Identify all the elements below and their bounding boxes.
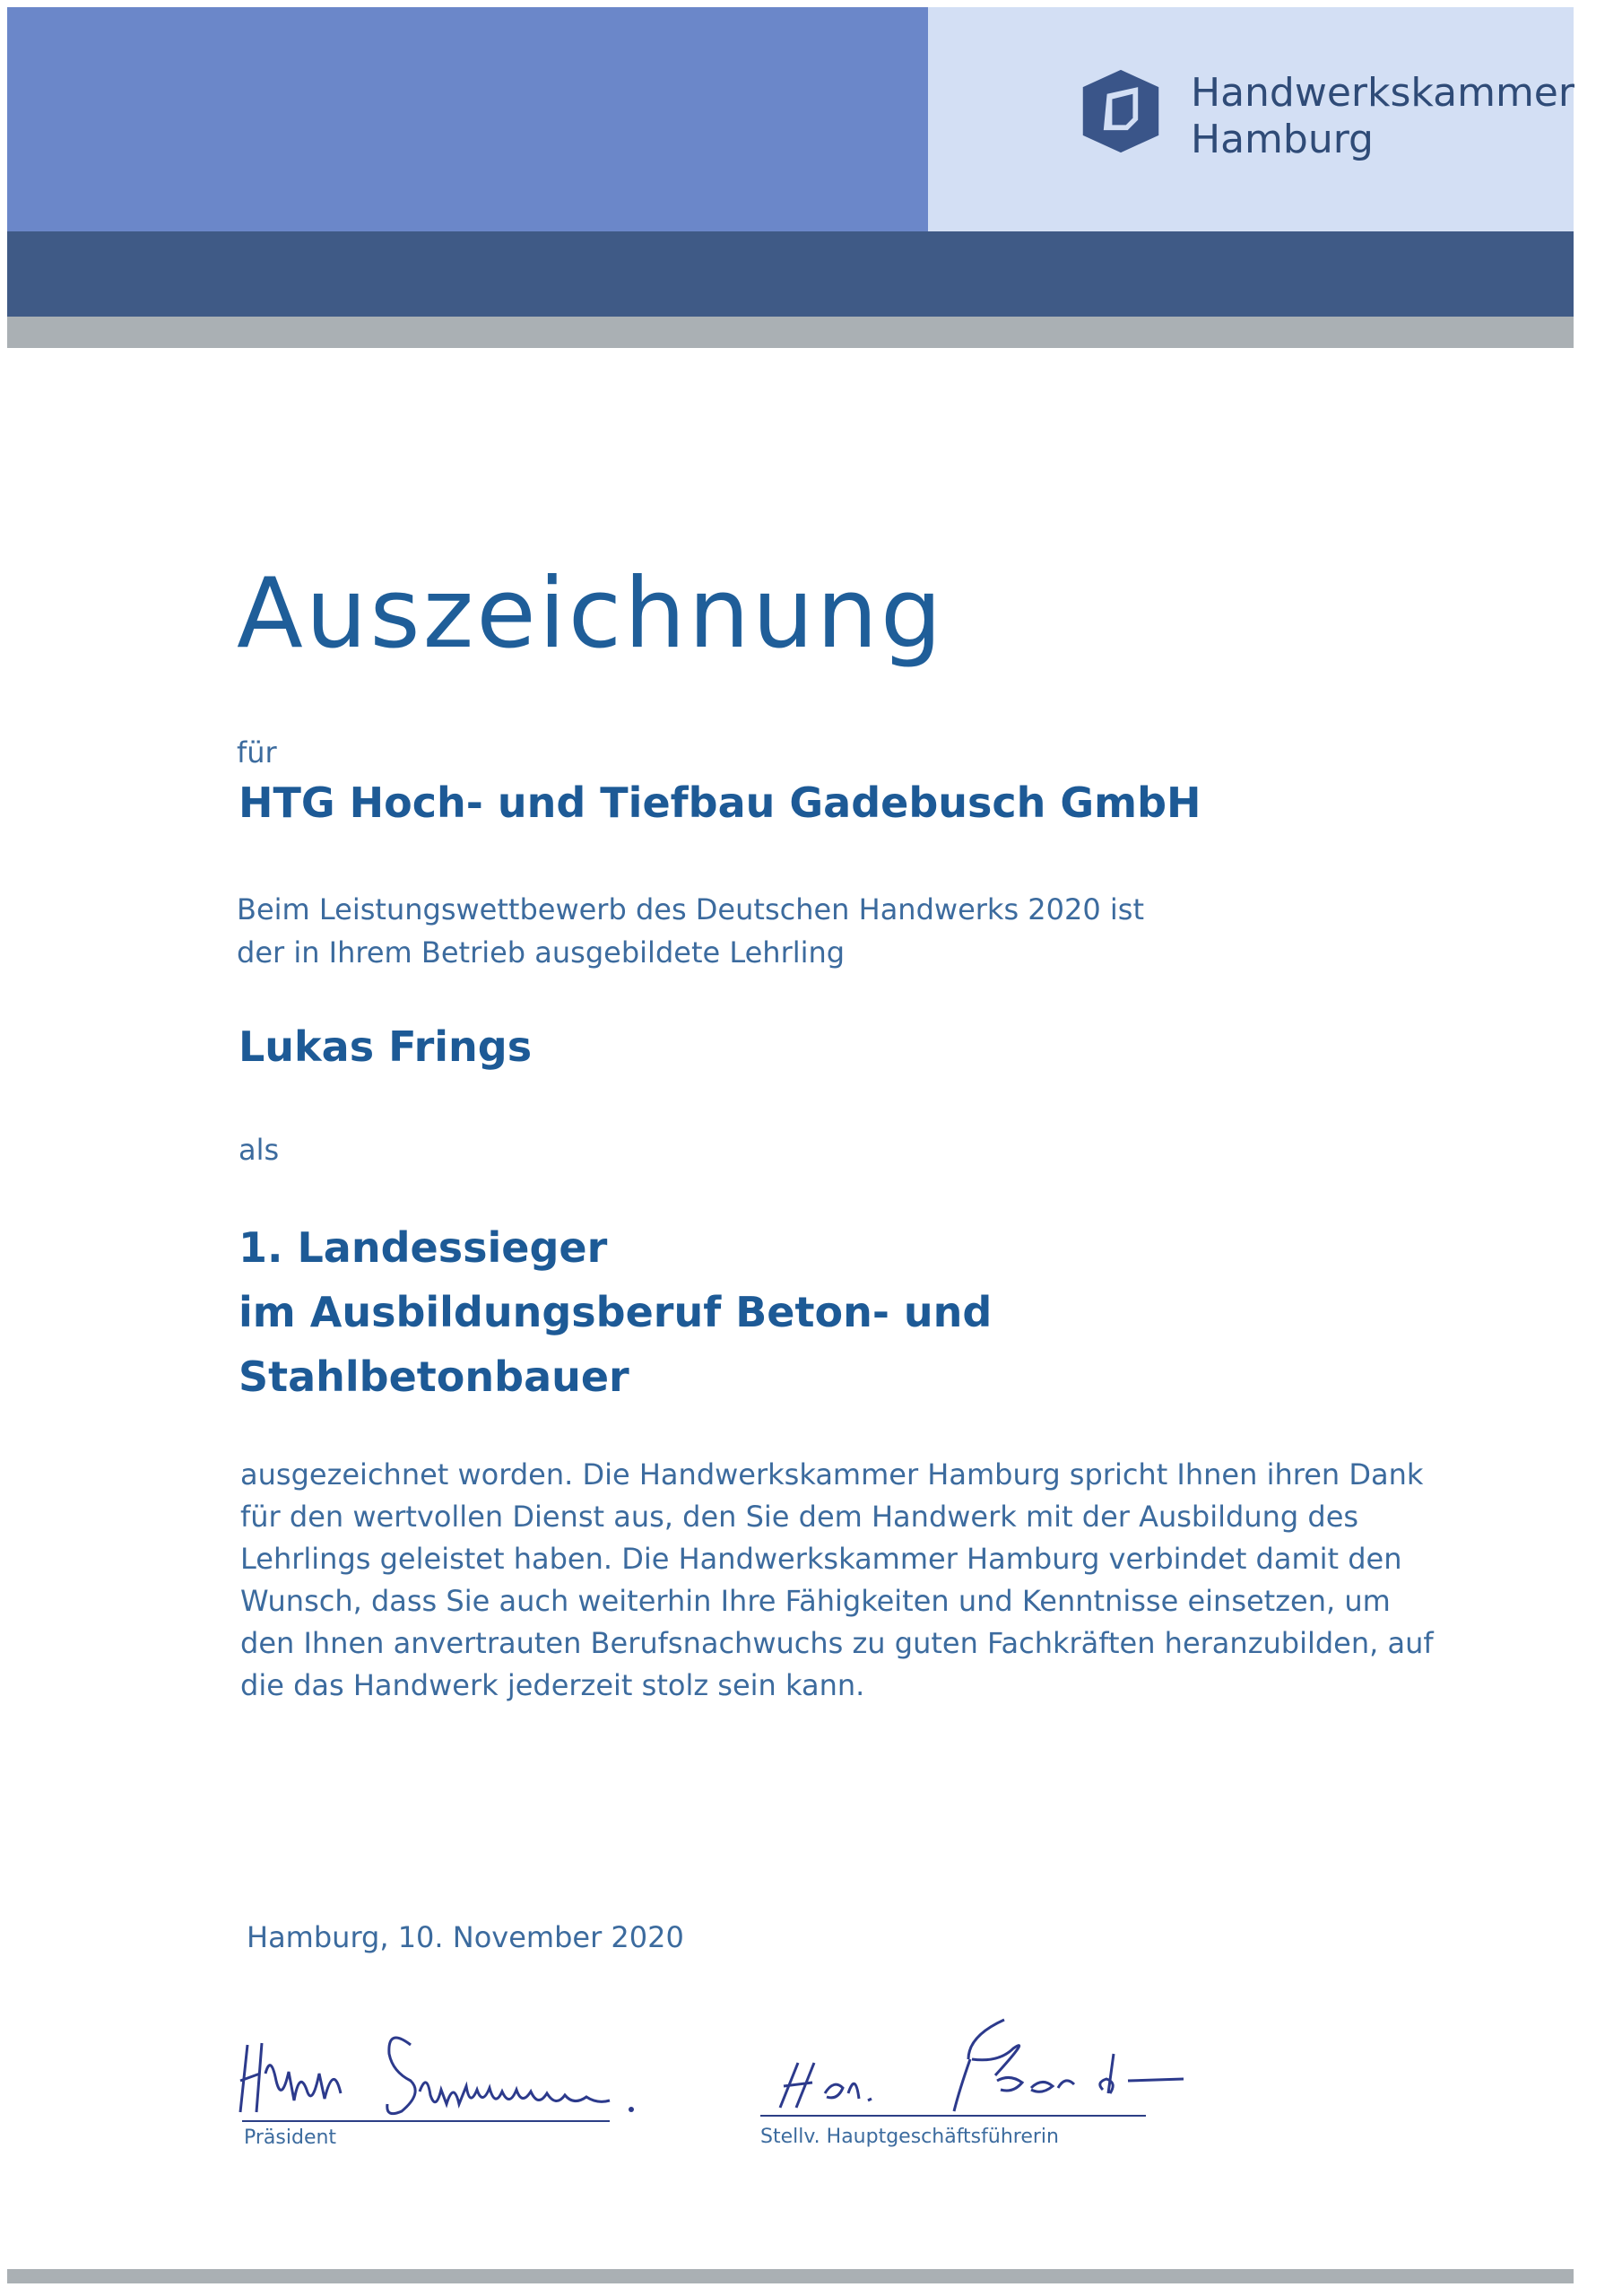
intro-text xyxy=(237,888,1144,974)
header-banner xyxy=(7,7,1574,348)
place-date: Hamburg, 10. November 2020 xyxy=(247,1920,684,1954)
award-line: Stahlbetonbauer xyxy=(239,1352,629,1401)
body-line: für den wertvollen Dienst aus, den Sie dem Handwerk mit der Ausbildung des xyxy=(240,1500,1359,1534)
signature-line xyxy=(760,2115,1146,2117)
handwerkskammer-logo-icon xyxy=(1078,68,1164,154)
organization-name xyxy=(1191,70,1574,163)
header-band-blue xyxy=(7,7,928,231)
award-line: im Ausbildungsberuf Beton- und xyxy=(239,1288,993,1336)
deputy-signature xyxy=(762,2000,1210,2117)
body-line: Lehrlings geleistet haben. Die Handwerkskammer Hamburg verbindet damit den xyxy=(240,1542,1402,1576)
signature-role-president: Präsident xyxy=(244,2126,337,2149)
award-title xyxy=(239,1215,992,1409)
award-line: 1. Landessieger xyxy=(239,1223,608,1272)
body-text xyxy=(240,1454,1434,1707)
apprentice-name: Lukas Frings xyxy=(239,1022,533,1071)
signature-line xyxy=(242,2120,610,2122)
body-line: Wunsch, dass Sie auch weiterhin Ihre Fähigkeiten und Kenntnisse einsetzen, um xyxy=(240,1584,1391,1618)
org-name-line-2: Hamburg xyxy=(1191,117,1374,162)
footer-band xyxy=(7,2269,1574,2283)
company-name: HTG Hoch- und Tiefbau Gadebusch GmbH xyxy=(239,778,1201,827)
signature-role-deputy: Stellv. Hauptgeschäftsführerin xyxy=(760,2126,1059,2148)
header-band-dark xyxy=(7,231,1574,317)
as-label: als xyxy=(239,1133,280,1167)
header-band-grey xyxy=(7,317,1574,348)
certificate-title: Auszeichnung xyxy=(237,558,945,670)
body-line: die das Handwerk jederzeit stolz sein kann. xyxy=(240,1668,865,1702)
for-label: für xyxy=(237,735,277,770)
org-name-line-1: Handwerkskammer xyxy=(1191,70,1574,116)
intro-line: der in Ihrem Betrieb ausgebildete Lehrling xyxy=(237,935,846,970)
intro-line: Beim Leistungswettbewerb des Deutschen Handwerks 2020 ist xyxy=(237,892,1144,926)
body-line: den Ihnen anvertrauten Berufsnachwuchs zu guten Fachkräften heranzubilden, auf xyxy=(240,1626,1434,1660)
body-line: ausgezeichnet worden. Die Handwerkskammer Hamburg spricht Ihnen ihren Dank xyxy=(240,1457,1424,1492)
president-signature xyxy=(235,2018,656,2126)
